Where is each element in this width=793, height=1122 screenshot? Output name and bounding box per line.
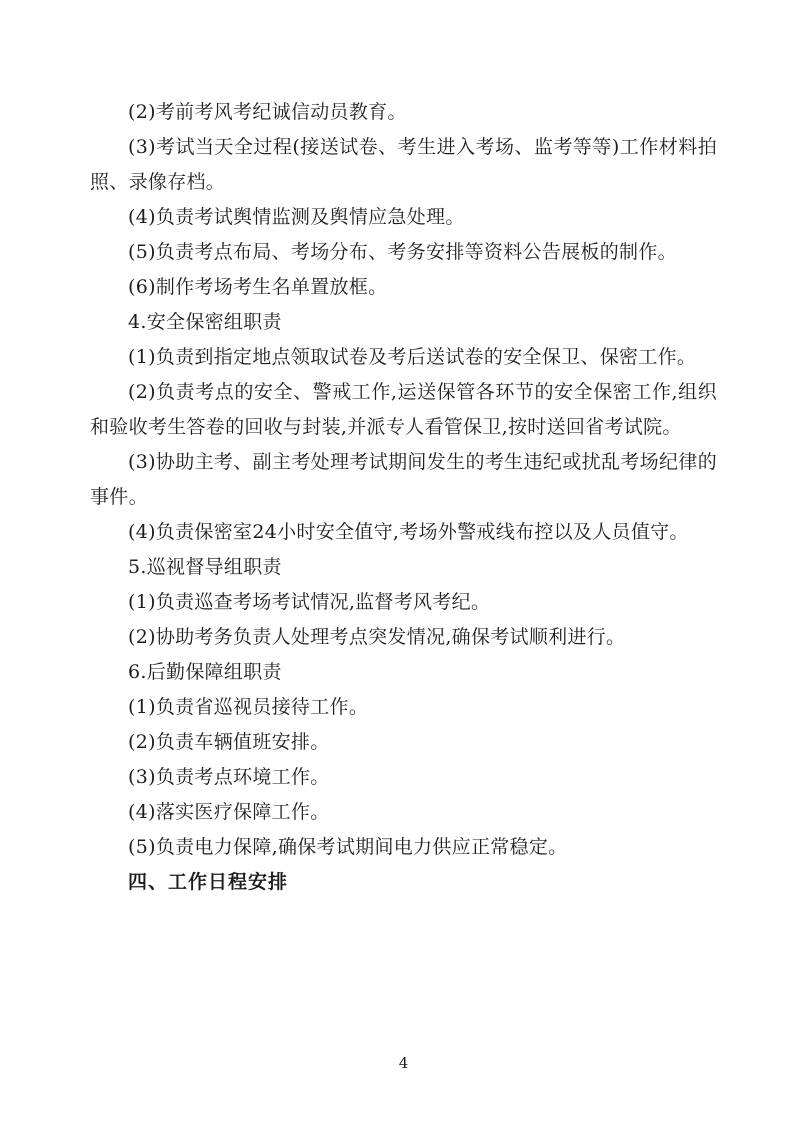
group-heading-inspection: 5.巡视督导组职责 — [128, 556, 282, 578]
list-item: (3)考试当天全过程(接送试卷、考生进入考场、监考等等)工作材料拍照、录像存档。 — [90, 136, 717, 193]
list-item: (4)负责保密室24小时安全值守,考场外警戒线布控以及人员值守。 — [128, 521, 689, 543]
list-item: (3)协助主考、副主考处理考试期间发生的考生违纪或扰乱考场纪律的事件。 — [90, 451, 717, 508]
page-footer — [90, 1048, 717, 1078]
document-body — [90, 95, 717, 900]
list-item: (5)负责考点布局、考场分布、考务安排等资料公告展板的制作。 — [128, 241, 677, 263]
list-item: (3)负责考点环境工作。 — [128, 766, 330, 788]
group-heading-security: 4.安全保密组职责 — [128, 311, 282, 333]
list-item: (1)负责巡查考场考试情况,监督考风考纪。 — [128, 591, 491, 613]
group-heading-logistics: 6.后勤保障组职责 — [128, 661, 282, 683]
list-item: (2)考前考风考纪诚信动员教育。 — [128, 101, 407, 123]
list-item: (2)负责车辆值班安排。 — [128, 731, 330, 753]
list-item: (1)负责到指定地点领取试卷及考后送试卷的安全保卫、保密工作。 — [128, 346, 697, 368]
list-item: (2)负责考点的安全、警戒工作,运送保管各环节的安全保密工作,组织和验收考生答卷的回收与封装,并派专人看管保卫,按时送回省考试院。 — [90, 381, 717, 438]
list-item: (4)落实医疗保障工作。 — [128, 801, 330, 823]
list-item: (4)负责考试舆情监测及舆情应急处理。 — [128, 206, 465, 228]
page-number: 4 — [398, 1054, 409, 1072]
section-heading-work-schedule: 四、工作日程安排 — [128, 871, 289, 893]
list-item: (1)负责省巡视员接待工作。 — [128, 696, 369, 718]
list-item: (5)负责电力保障,确保考试期间电力供应正常稳定。 — [128, 836, 568, 858]
list-item: (6)制作考场考生名单置放框。 — [128, 276, 388, 298]
list-item: (2)协助考务负责人处理考点突发情况,确保考试顺利进行。 — [128, 626, 626, 648]
